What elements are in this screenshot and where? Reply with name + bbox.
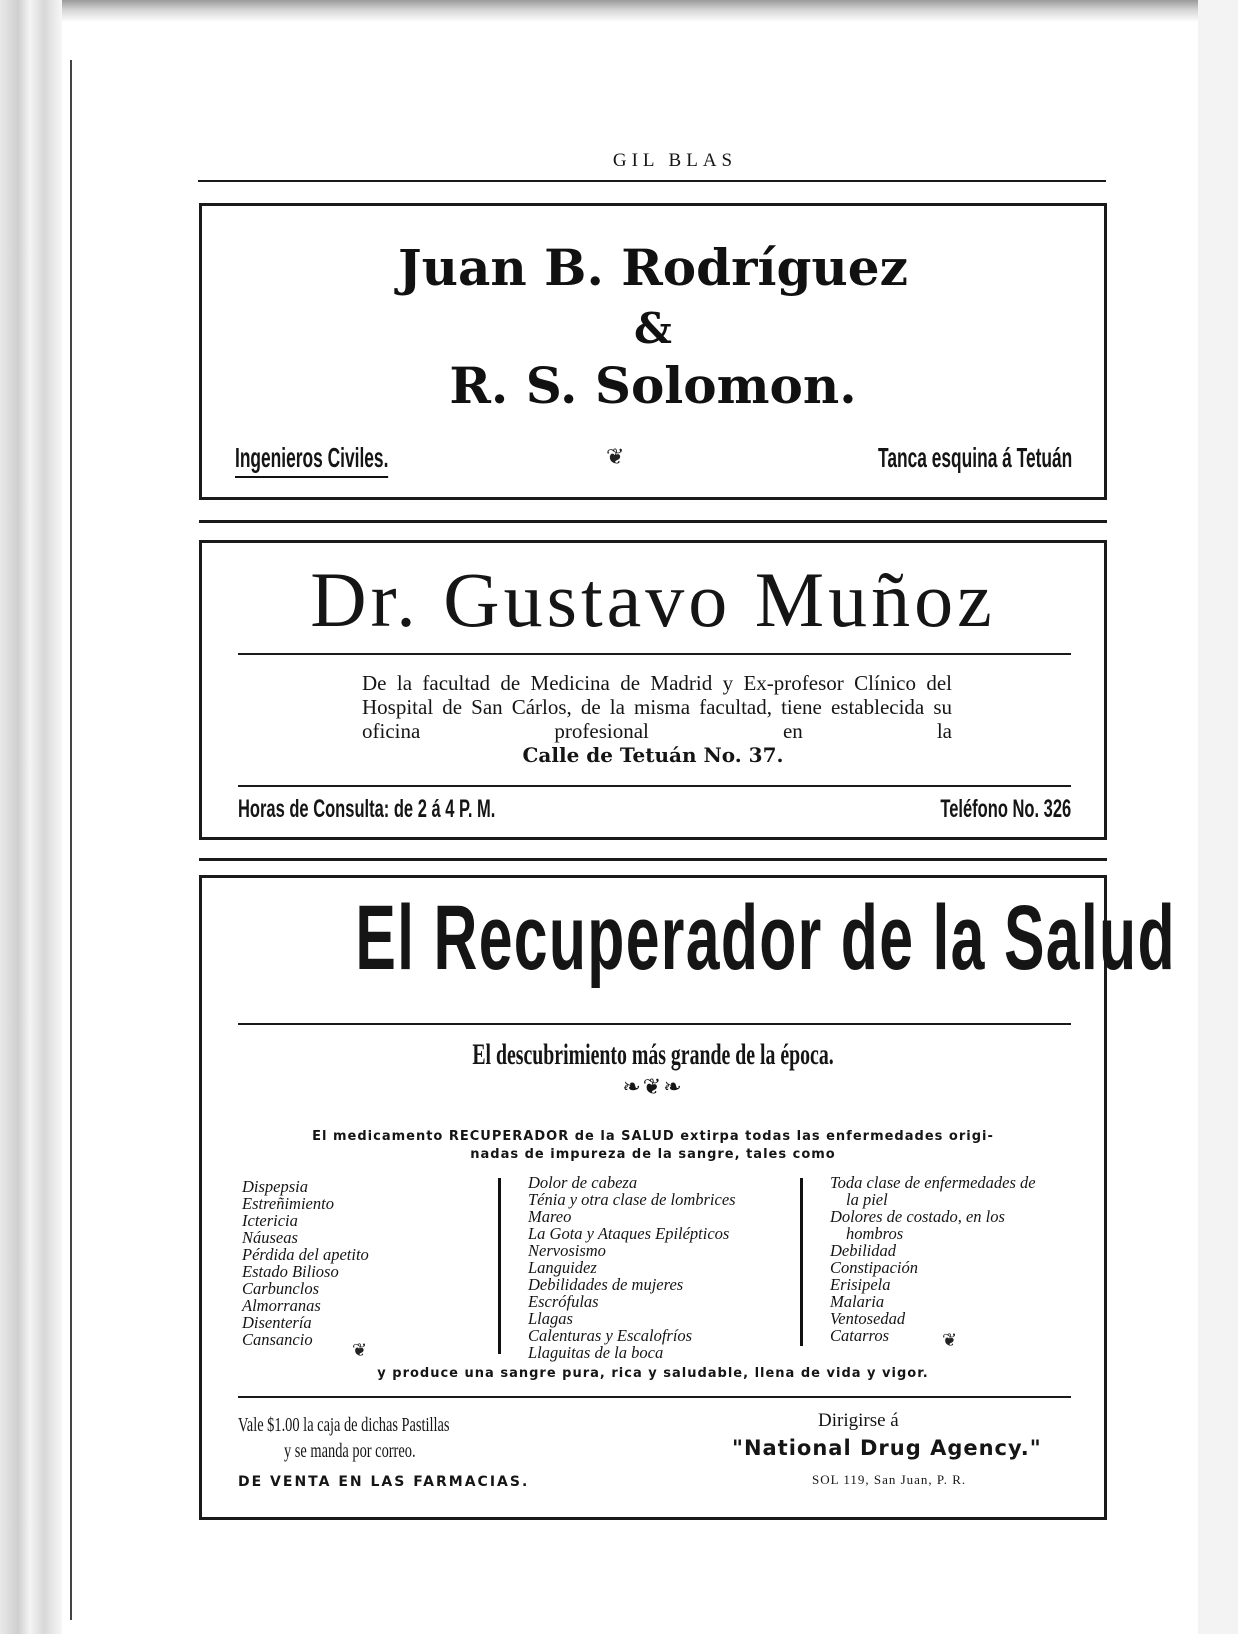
- direct-to: Dirigirse á: [818, 1410, 899, 1431]
- agency-name: "National Drug Agency.": [732, 1436, 1042, 1460]
- ailment-item: Debilidades de mujeres: [528, 1275, 684, 1294]
- ailment-item: Dolor de cabeza: [528, 1173, 638, 1192]
- ad-medicine: [199, 875, 1176, 1520]
- medicine-subtitle: El descubrimiento más grande de la época.: [472, 1038, 834, 1071]
- sale-notice: DE VENTA EN LAS FARMACIAS.: [238, 1474, 530, 1490]
- running-head: GIL BLAS: [612, 150, 738, 171]
- ailment-item: Ventosedad: [830, 1309, 906, 1328]
- ailment-item: Almorranas: [242, 1296, 321, 1315]
- ampersand: &: [634, 304, 672, 353]
- ailment-item: Constipación: [830, 1258, 919, 1277]
- intro-line-2: nadas de impureza de la sangre, tales como: [470, 1147, 836, 1162]
- profession-label: Ingenieros Civiles.: [235, 442, 388, 478]
- ailment-item: Llaguitas de la boca: [528, 1343, 664, 1362]
- engineer-name-2: R. S. Solomon.: [449, 356, 857, 415]
- medicine-title: El Recuperador de la Salud: [355, 887, 1176, 989]
- scan-binding-line: [70, 60, 72, 1620]
- ailment-item: Ictericia: [242, 1211, 298, 1230]
- medicine-footer-rule: [238, 1396, 1071, 1398]
- ailment-item: Mareo: [528, 1207, 572, 1226]
- ailment-item: La Gota y Ataques Epilépticos: [528, 1224, 730, 1243]
- ailment-item: Pérdida del apetito: [242, 1245, 369, 1264]
- ailment-item: Languidez: [528, 1258, 597, 1277]
- doctor-name: Dr. Gustavo Muñoz: [310, 556, 996, 643]
- ad-divider-1: [199, 520, 1107, 523]
- header-rule: [198, 180, 1106, 182]
- medicine-benefit: y produce una sangre pura, rica y saludable, llena de vida y vigor.: [377, 1366, 929, 1381]
- ailment-item: Cansancio: [242, 1330, 313, 1349]
- fleuron-ornament: ❦: [352, 1340, 368, 1360]
- ailment-item: Erisipela: [830, 1275, 891, 1294]
- ailment-item: Dispepsia: [242, 1177, 308, 1196]
- fleuron-ornament: ❦: [606, 444, 625, 469]
- medicine-title-rule: [238, 1023, 1071, 1025]
- ailment-item: Calenturas y Escalofríos: [528, 1326, 693, 1345]
- ad-engineers: [199, 203, 1107, 500]
- price-line-1: Vale $1.00 la caja de dichas Pastillas: [238, 1414, 450, 1436]
- ailment-item: Estreñimiento: [242, 1194, 334, 1213]
- ailment-item: Náuseas: [242, 1228, 298, 1247]
- ailment-item: Escrófulas: [528, 1292, 599, 1311]
- ailments-column-2: [528, 1174, 736, 1361]
- ailment-item: Estado Bilioso: [242, 1262, 339, 1281]
- ailment-item: Disentería: [242, 1313, 312, 1332]
- scan-binding-edge: [0, 0, 62, 1634]
- doctor-bio: De la facultad de Medicina de Madrid y Ex-profesor Clínico del Hospital de San Cárlos, de la misma facultad, tiene establecida su oficina profesional en la: [362, 671, 952, 743]
- intro-line-1: El medicamento RECUPERADOR de la SALUD extirpa todas las enfermedades origi-: [312, 1129, 994, 1144]
- ailment-item: Llagas: [528, 1309, 573, 1328]
- consult-hours: Horas de Consulta: de 2 á 4 P. M.: [238, 795, 496, 823]
- agency-address: SOL 119, San Juan, P. R.: [812, 1472, 967, 1487]
- phone-number: Teléfono No. 326: [940, 795, 1071, 823]
- fleuron-ornament: ❦: [942, 1330, 958, 1350]
- engineer-name-1: Juan B. Rodríguez: [398, 238, 908, 297]
- column-separator-2: [800, 1178, 803, 1346]
- ailment-item: Catarros: [830, 1326, 889, 1345]
- ailments-column-3: [830, 1174, 1036, 1344]
- column-separator-1: [498, 1178, 501, 1354]
- ailment-item: Debilidad: [830, 1241, 896, 1260]
- ailment-item: Carbunclos: [242, 1279, 320, 1298]
- ailment-item: Malaria: [830, 1292, 885, 1311]
- medicine-intro: [242, 1128, 1064, 1164]
- ailment-item: Nervosismo: [528, 1241, 606, 1260]
- ailments-column-1: [242, 1178, 369, 1348]
- ad-divider-2: [199, 858, 1107, 861]
- ad-doctor: [199, 540, 1107, 840]
- scan-right-edge: [1198, 0, 1238, 1634]
- scroll-ornament: ❧❦❧: [622, 1074, 684, 1099]
- ailment-item: Dolores de costado, en los: [830, 1207, 1005, 1226]
- ailment-item: Ténia y otra clase de lombrices: [528, 1190, 736, 1209]
- doctor-hours-rule: [238, 785, 1071, 787]
- ailment-item: la piel: [846, 1190, 888, 1209]
- price-line-2: y se manda por correo.: [284, 1440, 416, 1462]
- doctor-name-rule: [238, 653, 1071, 655]
- scan-top-edge: [0, 0, 1238, 22]
- doctor-address: Calle de Tetuán No. 37.: [522, 743, 784, 767]
- ailment-item: hombros: [846, 1224, 904, 1243]
- address-label: Tanca esquina á Tetuán: [877, 442, 1072, 473]
- ailment-item: Toda clase de enfermedades de: [830, 1173, 1036, 1192]
